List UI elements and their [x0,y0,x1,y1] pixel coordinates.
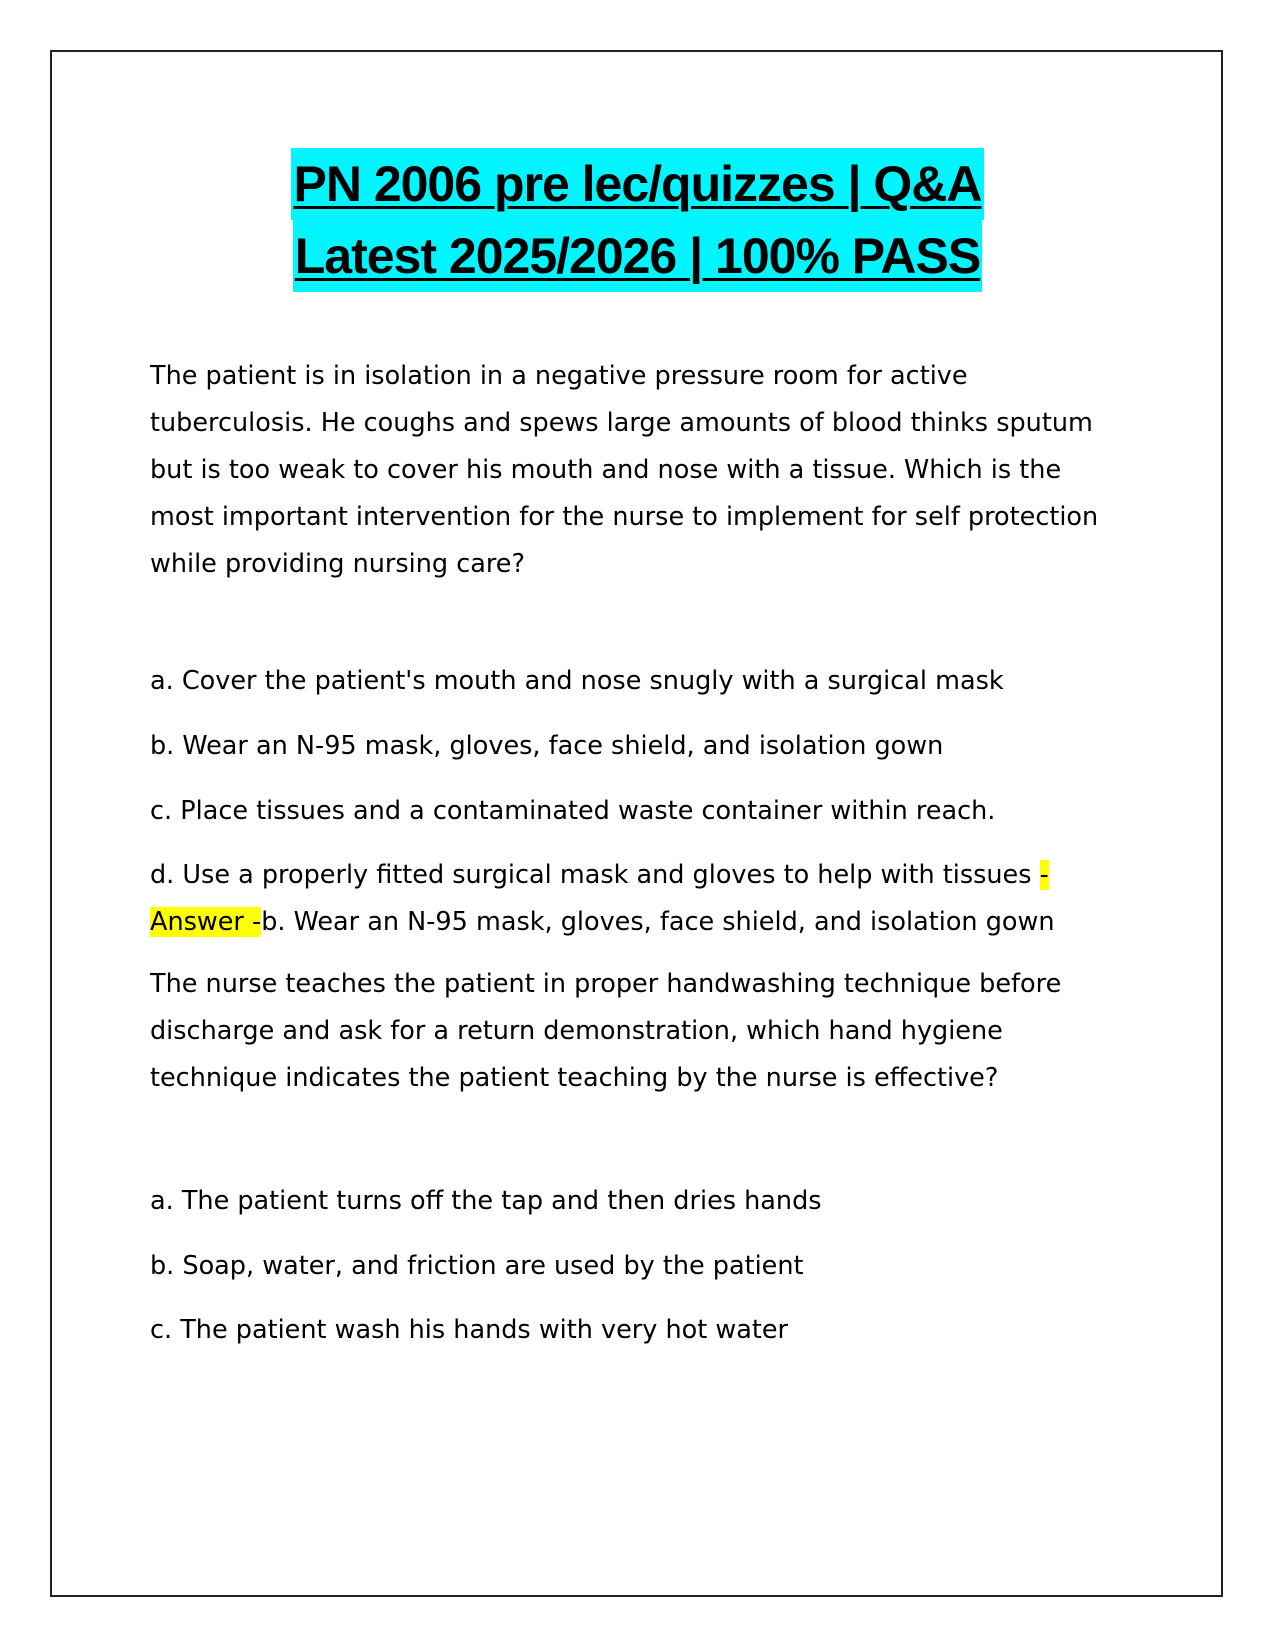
question-2-option-b: b. Soap, water, and friction are used by the patient [150,1251,804,1281]
question-2-text: The nurse teaches the patient in proper handwashing technique before discharge and ask for a return demonstration, which hand hygiene technique indicates the patient teaching by the nurse is effective? [150,969,1062,1093]
title-line-1: PN 2006 pre lec/quizzes | Q&A [291,148,983,220]
question-1-option-d-with-answer [150,852,1130,946]
question-1-text: The patient is in isolation in a negative pressure room for active tuberculosis. He coughs and spews large amounts of blood thinks sputum but is too weak to cover his mouth and nose with a tissue. Which is the most important intervention for the nurse to implement for self protection while providing nursing care? [150,361,1099,579]
question-1-option-d: d. Use a properly fitted surgical mask and gloves to help with tissues [150,860,1040,890]
answer-marker: - Answer - [150,860,1049,937]
title-line-2: Latest 2025/2026 | 100% PASS [293,220,983,292]
document-title [0,148,1275,292]
question-1-option-a: a. Cover the patient's mouth and nose snugly with a surgical mask [150,666,1004,696]
question-2-option-a: a. The patient turns off the tap and then dries hands [150,1186,822,1216]
question-1-answer: b. Wear an N-95 mask, gloves, face shield, and isolation gown [261,907,1055,937]
question-1-option-b: b. Wear an N-95 mask, gloves, face shield, and isolation gown [150,731,944,761]
question-2-option-c: c. The patient wash his hands with very hot water [150,1315,788,1345]
question-1-option-c: c. Place tissues and a contaminated waste container within reach. [150,796,996,826]
